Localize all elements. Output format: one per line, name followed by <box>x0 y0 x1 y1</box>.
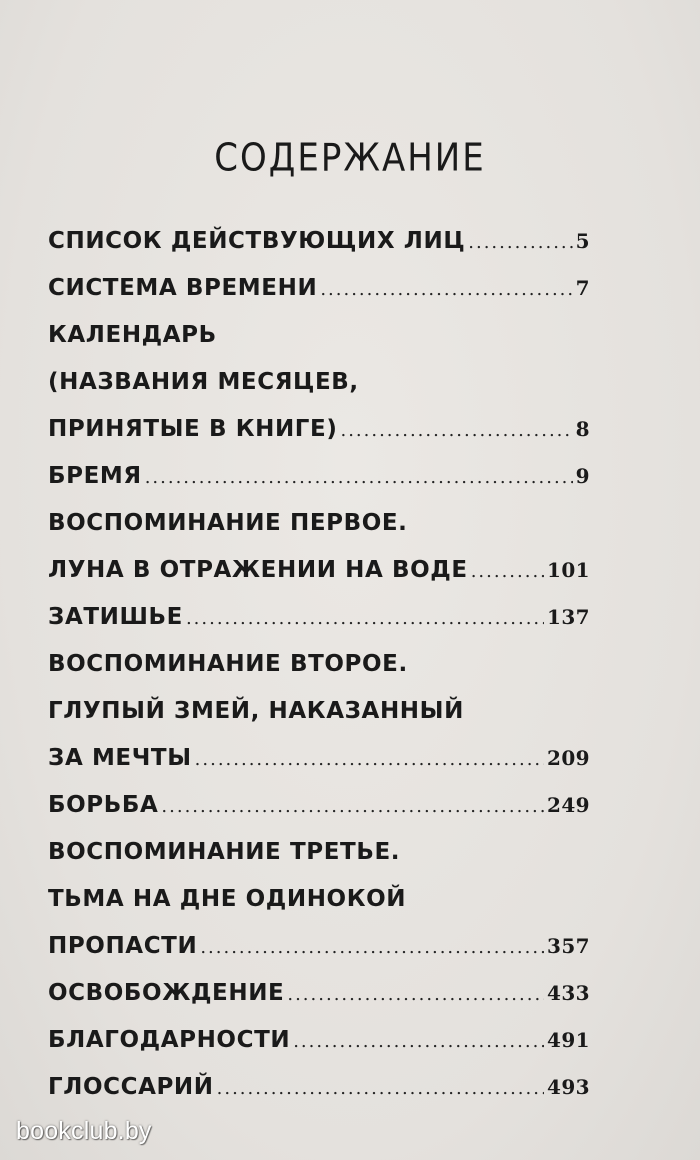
dot-leader <box>287 971 544 1018</box>
toc-entry-title: БЛАГОДАРНОСТИ <box>48 1027 291 1053</box>
dot-leader <box>471 548 544 595</box>
toc-line <box>48 735 590 782</box>
toc-line <box>48 594 590 641</box>
toc-entry-title: СИСТЕМА ВРЕМЕНИ <box>48 275 318 301</box>
toc-entry-title: ВОСПОМИНАНИЕ ПЕРВОЕ. <box>48 510 408 536</box>
toc-page-number: 357 <box>547 934 590 958</box>
toc-line <box>48 970 590 1017</box>
toc-page-number: 8 <box>575 417 590 441</box>
dot-leader <box>145 454 573 501</box>
toc-line <box>48 923 590 970</box>
toc-line <box>48 265 590 312</box>
dot-leader <box>320 266 572 313</box>
toc-page-number: 101 <box>547 558 590 582</box>
toc-page-number: 433 <box>547 981 590 1005</box>
toc-entry-title: ПРИНЯТЫЕ В КНИГЕ) <box>48 416 338 442</box>
toc-line <box>48 359 590 406</box>
toc-line <box>48 453 590 500</box>
toc-entry <box>48 453 590 500</box>
toc-entry <box>48 970 590 1017</box>
toc-line <box>48 641 590 688</box>
toc-page-number: 209 <box>547 746 590 770</box>
toc-entry-title: ГЛУПЫЙ ЗМЕЙ, НАКАЗАННЫЙ <box>48 698 464 724</box>
toc-entry-title: БОРЬБА <box>48 792 159 818</box>
toc-page-number: 9 <box>575 464 590 488</box>
toc-entry <box>48 500 590 594</box>
toc-entry-title: ВОСПОМИНАНИЕ ТРЕТЬЕ. <box>48 839 401 865</box>
toc-entry-title: ЗАТИШЬЕ <box>48 604 183 630</box>
toc-entry <box>48 782 590 829</box>
toc-page-number: 249 <box>547 793 590 817</box>
table-of-contents <box>48 218 590 1111</box>
toc-entry <box>48 1017 590 1064</box>
toc-line <box>48 1064 590 1111</box>
toc-line <box>48 406 590 453</box>
toc-entry-title: ЗА МЕЧТЫ <box>48 745 192 771</box>
toc-entry <box>48 1064 590 1111</box>
dot-leader <box>217 1065 544 1112</box>
toc-line <box>48 688 590 735</box>
toc-entry <box>48 594 590 641</box>
toc-line <box>48 312 590 359</box>
toc-entry-title: ТЬМА НА ДНЕ ОДИНОКОЙ <box>48 886 407 912</box>
toc-entry-title: ОСВОБОЖДЕНИЕ <box>48 980 285 1006</box>
toc-page-number: 491 <box>547 1028 590 1052</box>
toc-line <box>48 500 590 547</box>
toc-line <box>48 218 590 265</box>
toc-line <box>48 782 590 829</box>
dot-leader <box>293 1018 544 1065</box>
dot-leader <box>200 924 544 971</box>
toc-line <box>48 1017 590 1064</box>
toc-page-number: 7 <box>575 276 590 300</box>
toc-entry-title: ГЛОССАРИЙ <box>48 1074 214 1100</box>
toc-page-number: 493 <box>547 1075 590 1099</box>
dot-leader <box>186 595 544 642</box>
toc-entry-title: БРЕМЯ <box>48 463 142 489</box>
page-title: СОДЕРЖАНИЕ <box>214 135 486 181</box>
toc-entry <box>48 265 590 312</box>
toc-line <box>48 547 590 594</box>
toc-entry-title: ПРОПАСТИ <box>48 933 198 959</box>
dot-leader <box>161 783 544 830</box>
toc-entry-title: СПИСОК ДЕЙСТВУЮЩИХ ЛИЦ <box>48 228 466 254</box>
toc-entry-title: ЛУНА В ОТРАЖЕНИИ НА ВОДЕ <box>48 557 468 583</box>
dot-leader <box>468 219 572 266</box>
toc-entry <box>48 641 590 782</box>
toc-line <box>48 876 590 923</box>
site-watermark: bookclub.by <box>16 1117 152 1145</box>
toc-entry-title: ВОСПОМИНАНИЕ ВТОРОЕ. <box>48 651 408 677</box>
dot-leader <box>340 407 572 454</box>
toc-page-number: 5 <box>575 229 590 253</box>
toc-entry-title: КАЛЕНДАРЬ <box>48 322 217 348</box>
toc-entry-title: (НАЗВАНИЯ МЕСЯЦЕВ, <box>48 369 359 395</box>
toc-entry <box>48 829 590 970</box>
toc-entry <box>48 312 590 453</box>
toc-entry <box>48 218 590 265</box>
toc-line <box>48 829 590 876</box>
dot-leader <box>195 736 544 783</box>
toc-page-number: 137 <box>547 605 590 629</box>
